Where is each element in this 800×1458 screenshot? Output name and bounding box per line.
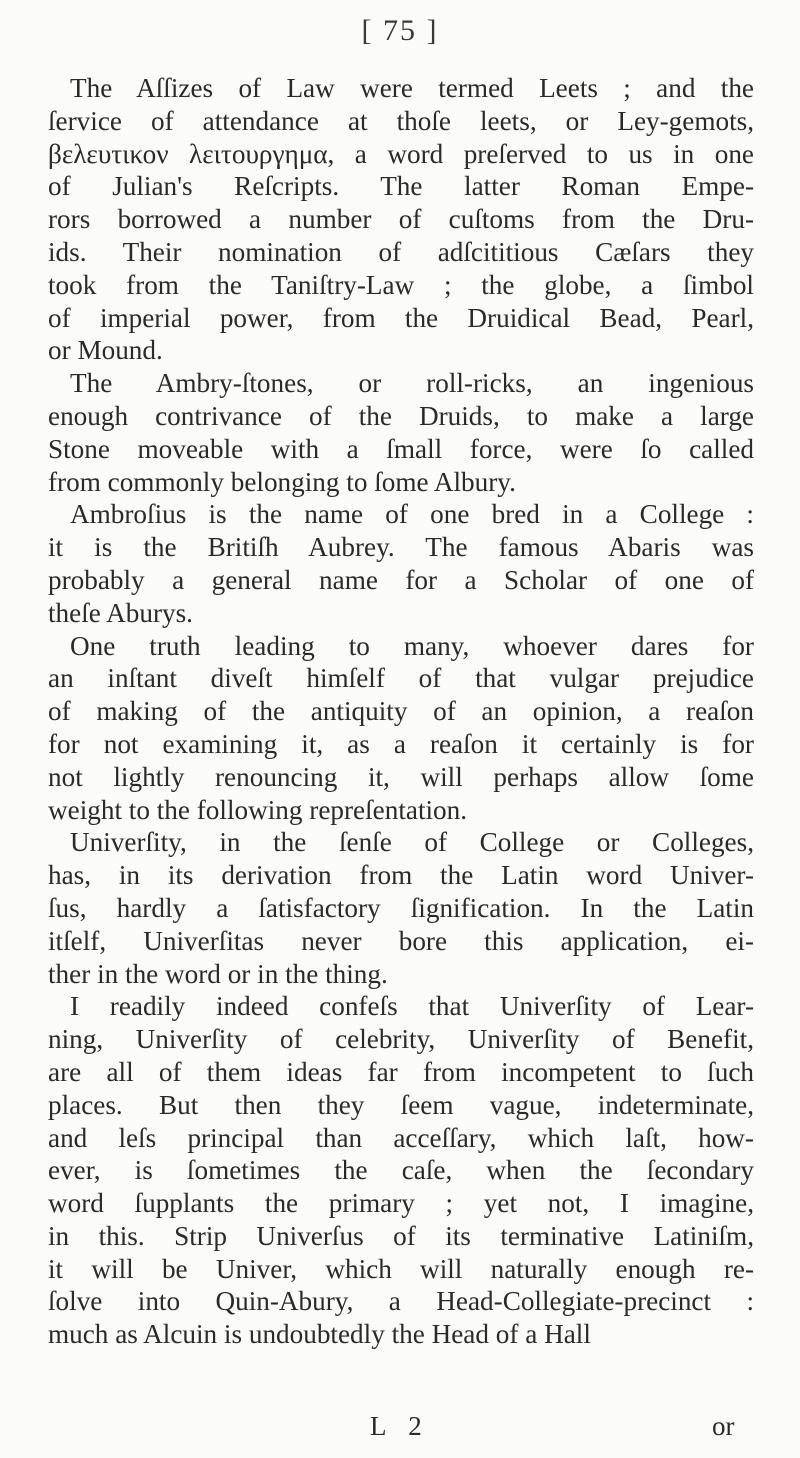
- text-line: One truth leading to many, whoever dares for: [70, 630, 754, 661]
- text-line: weight to the following repreſentation.: [48, 794, 468, 825]
- text-line: enough contrivance of the Druids, to make a large: [48, 400, 754, 431]
- text-line: word ſupplants the primary ; yet not, I imagine,: [48, 1188, 754, 1219]
- body-text: [48, 72, 754, 1351]
- text-line: took from the Taniſtry-Law ; the globe, a ſimbol: [48, 269, 754, 300]
- text-line: of making of the antiquity of an opinion, a reaſon: [48, 696, 754, 727]
- text-line: Stone moveable with a ſmall force, were ſo called: [48, 433, 754, 464]
- text-line: for not examining it, as a reaſon it certainly is for: [48, 728, 754, 759]
- text-line: of imperial power, from the Druidical Bead, Pearl,: [48, 302, 754, 333]
- text-line: ever, is ſometimes the caſe, when the ſecondary: [48, 1155, 754, 1186]
- text-line: places. But then they ſeem vague, indeterminate,: [48, 1089, 754, 1120]
- page-footer: [0, 1411, 800, 1445]
- text-line: much as Alcuin is undoubtedly the Head of a Hall: [48, 1319, 591, 1350]
- text-line: theſe Aburys.: [48, 597, 193, 628]
- text-line: ſus, hardly a ſatisfactory ſignification. In the Latin: [48, 892, 754, 923]
- text-line: and leſs principal than acceſſary, which laſt, how-: [48, 1122, 754, 1153]
- text-line: ids. Their nomination of adſcititious Cæſars they: [48, 236, 754, 267]
- text-line: it is the Britiſh Aubrey. The famous Abaris was: [48, 532, 754, 563]
- text-line: itſelf, Univerſitas never bore this application, ei-: [48, 925, 754, 956]
- text-line: or Mound.: [48, 335, 163, 366]
- text-line: The Ambry-ſtones, or roll-ricks, an ingenious: [70, 368, 754, 399]
- text-line: has, in its derivation from the Latin word Univer-: [48, 860, 754, 891]
- text-line: of Julian's Reſcripts. The latter Roman Empe-: [48, 171, 754, 202]
- text-line: ſolve into Quin-Abury, a Head-Collegiate-precinct :: [48, 1286, 754, 1317]
- text-line: rors borrowed a number of cuſtoms from the Dru-: [48, 204, 754, 235]
- text-line: ſervice of attendance at thoſe leets, or Ley-gemots,: [48, 105, 754, 136]
- text-line: not lightly renouncing it, will perhaps allow ſome: [48, 761, 754, 792]
- text-line: βελευτικον λειτουργημα, a word preſerved to us in one: [48, 138, 754, 169]
- text-line: ther in the word or in the thing.: [48, 958, 388, 989]
- text-line: I readily indeed confeſs that Univerſity of Lear-: [70, 991, 754, 1022]
- text-line: in this. Strip Univerſus of its terminative Latiniſm,: [48, 1220, 754, 1251]
- text-line: Univerſity, in the ſenſe of College or Colleges,: [70, 827, 754, 858]
- text-line: from commonly belonging to ſome Albury.: [48, 466, 516, 497]
- text-line: an inſtant diveſt himſelf of that vulgar prejudice: [48, 663, 754, 694]
- text-line: ning, Univerſity of celebrity, Univerſity of Benefit,: [48, 1024, 754, 1055]
- catchword: or: [712, 1411, 735, 1441]
- text-line: Ambroſius is the name of one bred in a College :: [70, 499, 754, 530]
- page-number: [ 75 ]: [361, 14, 439, 47]
- text-line: are all of them ideas far from incompetent to ſuch: [48, 1056, 754, 1087]
- text-line: it will be Univer, which will naturally enough re-: [48, 1253, 754, 1284]
- text-line: The Aſſizes of Law were termed Leets ; and the: [70, 73, 754, 103]
- text-line: probably a general name for a Scholar of one of: [48, 564, 754, 595]
- signature-mark: L 2: [370, 1411, 430, 1441]
